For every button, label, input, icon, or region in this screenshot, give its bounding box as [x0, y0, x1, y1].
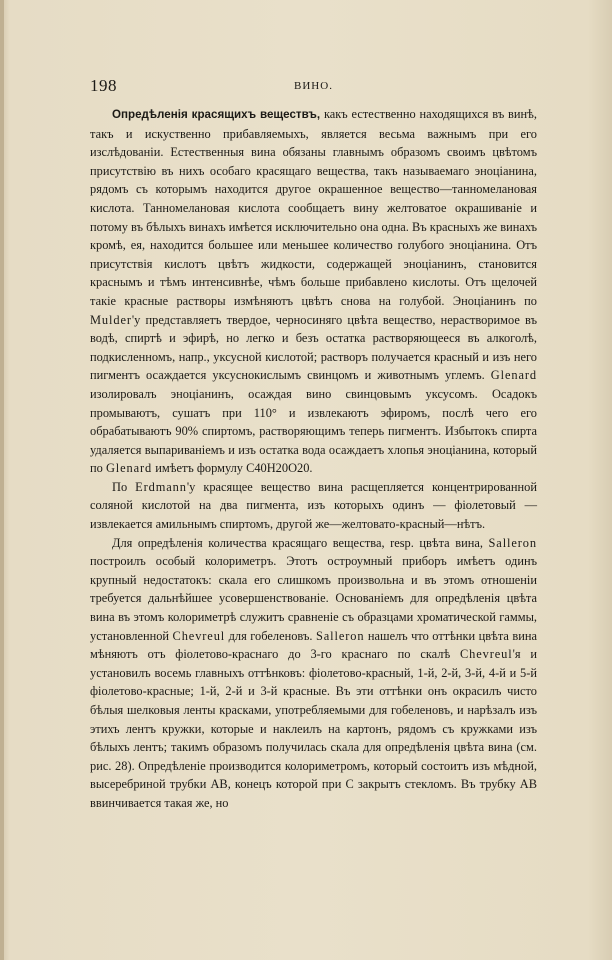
paragraph-2: [90, 478, 537, 534]
paragraph-3: [90, 534, 537, 813]
paragraph-text: изолировалъ эноціанинъ, осаждая вино свинцовымъ уксусомъ. Осадокъ промываютъ, сушатъ при 110° и извлекаютъ эфиромъ, послѣ чего его обрабатываютъ 90% спиртомъ, растворяющимъ теперь пигментъ. Избытокъ спирта удаляется выпариваніемъ и изъ остатка вода осаждаетъ хлопья эноціанина, который по: [90, 386, 537, 476]
paragraph-lead: Опредѣленія красящихъ веществъ,: [112, 108, 321, 121]
body-text: [90, 105, 537, 813]
author-name: Glenard: [490, 368, 537, 383]
page-header: [90, 76, 537, 98]
paragraph-text: имѣетъ формулу C40H20O20.: [152, 461, 313, 476]
paragraph-text: какъ естественно находящихся въ винѣ, такъ и искуственно прибавляемыхъ, является весьма важнымъ при его изслѣдованіи. Естественныя вина обязаны главнымъ образомъ своимъ цвѣтомъ присутствію въ нихъ особаго красящаго вещества, такъ называемаго эноціанина, рядомъ съ которымъ находится другое окрашенное вещество—танномелановая кислота. Танномелановая кислота сообщаетъ вину желтоватое окрашиваніе и потому въ бѣлыхъ винахъ имѣется исключительно она одна. Въ красныхъ же винахъ кромѣ, ея, находится большее или меньшее количество голубого эноціанина. Отъ присутствія кислотъ цвѣтъ жидкости, содержащей эноціанинъ, становится краснымъ и тѣмъ интенсивнѣе, чѣмъ больше прибавлено кислоты. Отъ щелочей такіе красные растворы измѣняютъ цвѣтъ снова на голубой. Эноціанинъ по: [90, 107, 537, 308]
author-name: Salleron: [315, 628, 365, 643]
paragraph-text: нашелъ что оттѣнки цвѣта вина мѣняютъ отъ фіолетово-краснаго до 3-го краснаго по скалѣ: [90, 628, 537, 662]
author-name: Chevreul: [460, 647, 513, 662]
author-name: Salleron: [488, 535, 537, 550]
author-name: Glenard: [105, 461, 153, 476]
paragraph-text: для гобеленовъ.: [225, 628, 316, 643]
author-name: Chevreul: [172, 628, 226, 643]
paragraph-text: построилъ особый колориметръ. Этотъ остроумный приборъ имѣетъ одинъ крупный недостатокъ: скала его слишкомъ произвольна и въ этомъ отношеніи требуется дальнѣйшее усовершенствованіе. Основаніемъ для опредѣленія цвѣта вина въ этомъ колориметрѣ служитъ сравненіе съ образцами хроматической гаммы, установленной: [90, 554, 537, 643]
running-title: ВИНО.: [294, 80, 333, 92]
author-name: Mulder: [90, 312, 132, 327]
paragraph-text: 'я и установилъ восемь главныхъ оттѣнковъ: фіолетово-красный, 1-й, 2-й, 3-й, 4-й и 5-й фіолетово-красные; 1-й, 2-й и 3-й красные. Въ эти оттѣнки онъ окрасилъ чисто бѣлыя шелковыя ленты красками, употребляемыми для гобеленовъ, и нарѣзалъ изъ этихъ лентъ кружки, которые и наклеилъ на картонъ, рядомъ съ кружками изъ бѣлыхъ лентъ; такимъ образомъ получилась скала для опредѣленія цвѣта вина (см. рис. 28). Опредѣленіе производится колориметромъ, который состоитъ изъ мѣдной, высеребриной трубки АВ, конецъ которой при С закрытъ стекломъ. Въ трубку АВ ввинчивается такая же, но: [90, 647, 538, 810]
paragraph-1: [90, 105, 537, 478]
paragraph-text: По: [112, 479, 136, 494]
page-number: 198: [90, 76, 117, 95]
paragraph-text: Для опредѣленія количества красящаго вещества, resp. цвѣта вина,: [112, 535, 489, 550]
paragraph-text: 'у красящее вещество вина расщепляется концентрированной соляной кислотой на два пигмента, изъ которыхъ одинъ — фіолетовый — извлекается амильнымъ спиртомъ, другой же—желтовато-красный—нѣтъ.: [90, 479, 537, 532]
author-name: Erdmann: [135, 479, 187, 494]
paragraph-text: 'у представляетъ твердое, черносиняго цвѣта вещество, нерастворимое въ водѣ, спиртѣ и эфирѣ, но легко и безъ остатка растворяющееся въ алкоголѣ, подкисленномъ, напр., уксусной кислотой; растворъ получается красный и изъ него пигментъ осаждается уксуснокислымъ свинцомъ и животнымъ углемъ.: [90, 312, 537, 383]
